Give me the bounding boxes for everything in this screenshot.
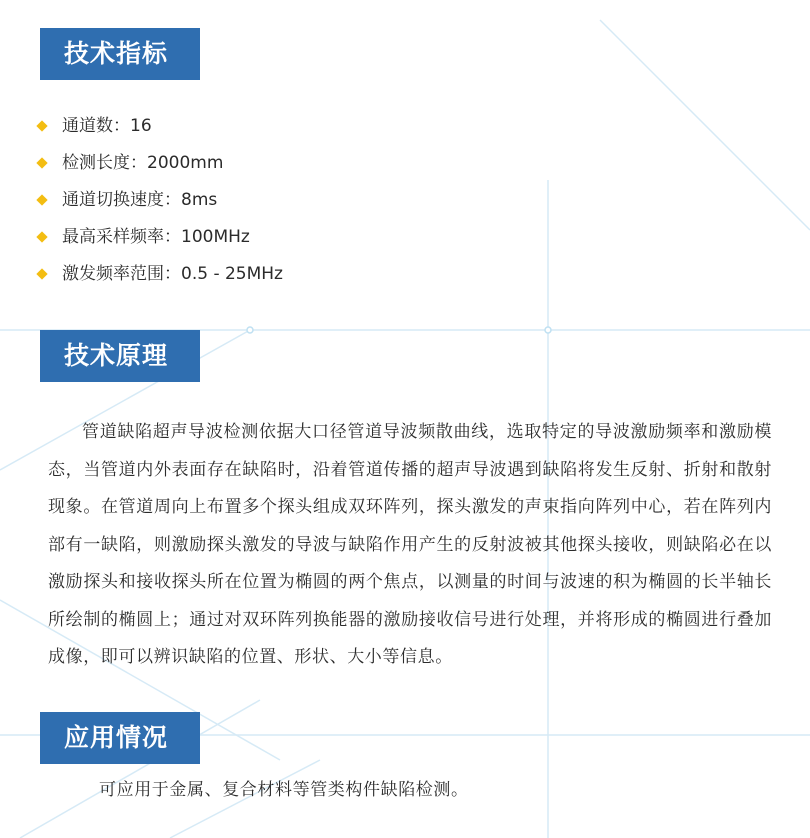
diamond-bullet-icon [36, 157, 47, 168]
spec-item [38, 147, 283, 184]
diamond-bullet-icon [36, 268, 47, 279]
spec-item-text: 通道数：16 [62, 116, 152, 136]
section-header-specs [40, 28, 200, 80]
spec-item [38, 110, 283, 147]
spec-item-text: 检测长度：2000mm [62, 153, 224, 173]
diamond-bullet-icon [36, 231, 47, 242]
section-title: 技术原理 [64, 341, 169, 370]
spec-item [38, 258, 283, 295]
spec-item [38, 184, 283, 221]
diamond-bullet-icon [36, 120, 47, 131]
diamond-bullet-icon [36, 194, 47, 205]
spec-item-text: 最高采样频率：100MHz [62, 227, 250, 247]
spec-item [38, 221, 283, 258]
spec-list [38, 110, 283, 295]
application-text: 可应用于金属、复合材料等管类构件缺陷检测。 [99, 780, 469, 800]
spec-item-text: 通道切换速度：8ms [62, 190, 218, 210]
section-title: 技术指标 [64, 39, 169, 68]
section-title: 应用情况 [64, 723, 169, 752]
spec-item-text: 激发频率范围：0.5 - 25MHz [62, 264, 283, 284]
section-header-application [40, 712, 200, 764]
section-header-principle [40, 330, 200, 382]
principle-paragraph: 管道缺陷超声导波检测依据大口径管道导波频散曲线，选取特定的导波激励频率和激励模态，当管道内外表面存在缺陷时，沿着管道传播的超声导波遇到缺陷将发生反射、折射和散射现象。在管道周向上布置多个探头组成双环阵列，探头激发的声束指向阵列中心，若在阵列内部有一缺陷，则激励探头激发的导波与缺陷作用产生的反射波被其他探头接收，则缺陷必在以激励探头和接收探头所在位置为椭圆的两个焦点，以测量的时间与波速的积为椭圆的长半轴长所绘制的椭圆上；通过对双环阵列换能器的激励接收信号进行处理，并将形成的椭圆进行叠加成像，即可以辨识缺陷的位置、形状、大小等信息。 [48, 422, 772, 667]
